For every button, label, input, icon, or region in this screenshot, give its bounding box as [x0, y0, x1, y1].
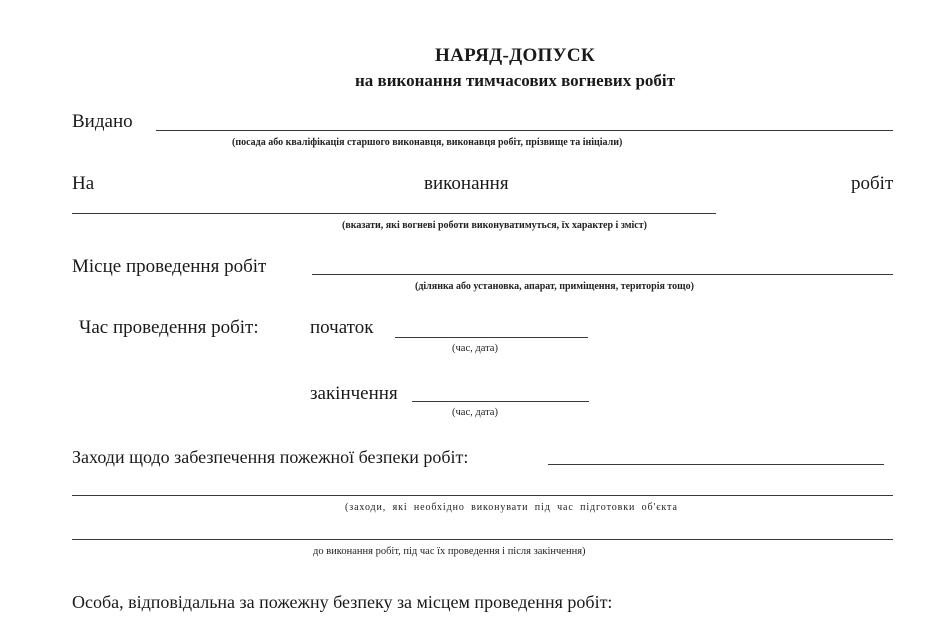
time-end-caption: (час, дата): [452, 407, 498, 418]
issued-to-label: Видано: [72, 111, 133, 132]
works-type-caption: (вказати, які вогневі роботи виконуватимуться, їх характер і зміст): [342, 220, 647, 231]
safety-measures-caption-line1: (заходи, які необхідно виконувати під час підготовки об'єкта: [345, 502, 678, 513]
document-heading: [0, 44, 944, 92]
time-start-caption: (час, дата): [452, 343, 498, 354]
issued-to-input-rule[interactable]: [156, 130, 893, 131]
works-type-label-left: На: [72, 173, 95, 194]
works-type-input-rule[interactable]: [72, 213, 716, 214]
location-caption: (ділянка або установка, апарат, приміщення, територія тощо): [415, 281, 694, 292]
page-subtitle: на виконання тимчасових вогневих робіт: [355, 70, 675, 90]
works-type-label-mid: виконання: [424, 173, 509, 194]
safety-measures-label: Заходи щодо забезпечення пожежної безпеки робіт:: [72, 447, 469, 467]
time-label: Час проведення робіт:: [79, 317, 259, 338]
safety-measures-input-rule-3[interactable]: [72, 539, 893, 540]
responsible-person-label: Особа, відповідальна за пожежну безпеку за місцем проведення робіт:: [72, 592, 613, 612]
page-title: НАРЯД-ДОПУСК: [435, 45, 595, 66]
works-type-label-right: робіт: [851, 173, 894, 194]
time-start-input-rule[interactable]: [395, 337, 588, 338]
safety-measures-caption-line2: до виконання робіт, під час їх проведення і після закінчення): [313, 546, 586, 557]
time-end-label: закінчення: [310, 383, 398, 404]
location-label: Місце проведення робіт: [72, 256, 267, 277]
location-input-rule[interactable]: [312, 274, 893, 275]
time-start-label: початок: [310, 317, 374, 338]
safety-measures-input-rule-1[interactable]: [548, 464, 884, 465]
issued-to-caption: (посада або кваліфікація старшого виконавця, виконавця робіт, прізвище та ініціали): [232, 137, 623, 148]
time-end-input-rule[interactable]: [412, 401, 589, 402]
safety-measures-input-rule-2[interactable]: [72, 495, 893, 496]
